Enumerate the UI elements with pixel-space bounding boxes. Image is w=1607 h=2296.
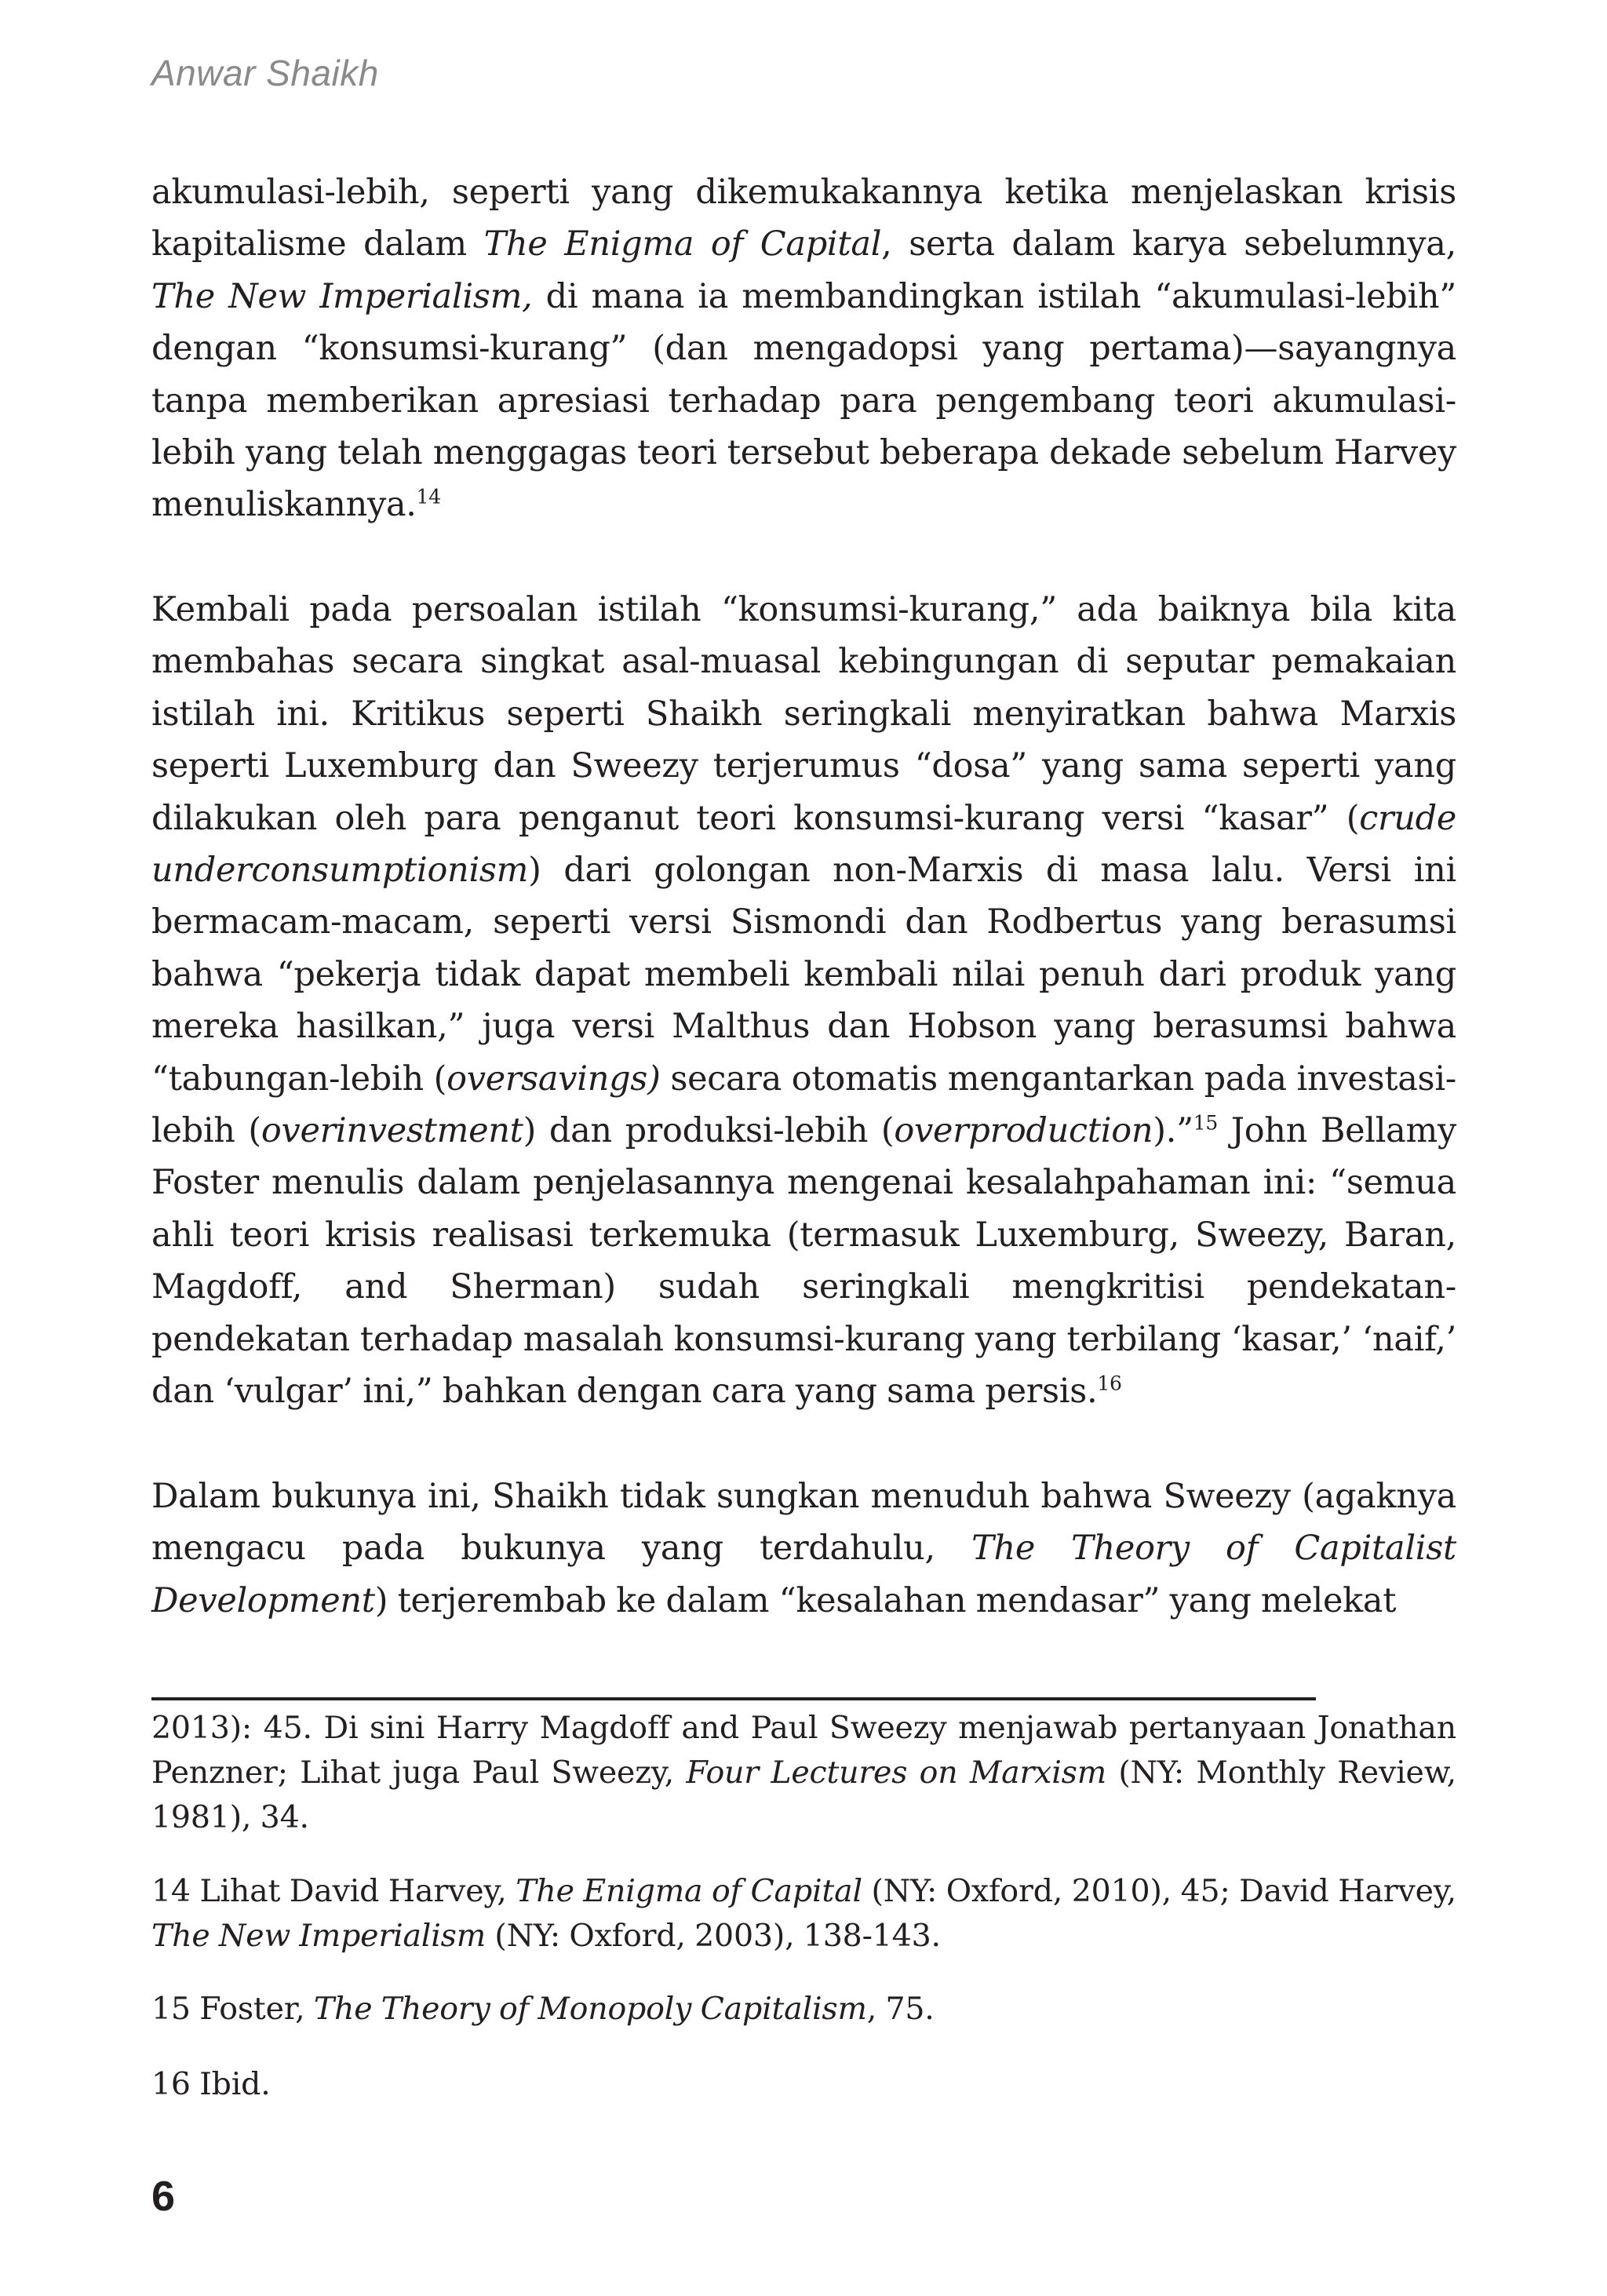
footnote-reference[interactable]: 16 <box>1097 1372 1122 1395</box>
text-run: akumulasi-lebih, seperti yang dikemukakannya ketika menjelaskan krisis kapitalisme dalam <box>151 173 1456 264</box>
book-title: The New Imperialism, <box>151 276 533 316</box>
running-header-author: Anwar Shaikh <box>151 53 379 93</box>
book-title: The Theory of Monopoly Capitalism <box>313 1991 867 2027</box>
body-paragraph <box>151 1471 1456 1627</box>
text-run: ) terjerembab ke dalam “kesalahan mendasar” yang melekat <box>374 1580 1397 1620</box>
body-paragraph <box>151 584 1456 1418</box>
text-run: (NY: Monthly Review, 1981), 34. <box>151 1755 1456 1835</box>
footnote-16 <box>151 2062 1456 2107</box>
text-run: ) dari golongan non-Marxis di masa lalu. Versi ini bermacam-macam, seperti versi Sismondi dan Rodbertus yang berasumsi bahwa “pekerja tidak dapat membeli kembali nilai penuh dari produk yang mereka hasilkan,” juga versi Malthus dan Hobson yang berasumsi bahwa “tabungan-lebih ( <box>151 851 1456 1099</box>
book-title: The Enigma of Capital <box>483 224 882 264</box>
footnote-14 <box>151 1869 1456 1959</box>
footnote-reference[interactable]: 15 <box>1193 1111 1218 1135</box>
text-run: ) dan produksi-lebih ( <box>523 1111 895 1151</box>
text-run: 2013): 45. Di sini Harry Magdoff and Paul Sweezy menjawab pertanyaan Jonathan Penzner; Lihat juga Paul Sweezy, <box>151 1710 1456 1791</box>
italic-term: oversavings) <box>446 1059 661 1099</box>
footnote-13-continued <box>151 1706 1456 1840</box>
text-run: , serta dalam karya sebelumnya, <box>881 224 1456 264</box>
text-run: 16 Ibid. <box>151 2066 271 2102</box>
book-title: Four Lectures on Marxism <box>686 1755 1106 1791</box>
footnote-reference[interactable]: 14 <box>416 486 441 509</box>
text-run: (NY: Oxford, 2003), 138-143. <box>486 1918 941 1954</box>
text-run: Kembali pada persoalan istilah “konsumsi-kurang,” ada baiknya bila kita membahas secara singkat asal-muasal kebingungan di seputar pemakaian istilah ini. Kritikus seperti Shaikh seringkali menyiratkan bahwa Marxis seperti Luxemburg dan Sweezy terjerumus “dosa” yang sama seperti yang dilakukan oleh para penganut teori konsumsi-kurang versi “kasar” ( <box>151 590 1456 838</box>
book-title: The New Imperialism <box>151 1918 486 1954</box>
book-title: The Enigma of Capital <box>516 1873 862 1909</box>
text-run: 15 Foster, <box>151 1991 314 2027</box>
footnote-15 <box>151 1987 1456 2032</box>
italic-term: overproduction <box>894 1111 1153 1151</box>
page-number: 6 <box>151 2173 176 2220</box>
body-paragraph <box>151 166 1456 531</box>
text-run: , 75. <box>866 1991 935 2027</box>
text-run: John Bellamy Foster menulis dalam penjelasannya mengenai kesalahpahaman ini: “semua ahli teori krisis realisasi terkemuka (termasuk Luxemburg, Sweezy, Baran, Magdoff, and Sherman) sudah seringkali mengkritisi pendekatan-pendekatan terhadap masalah konsumsi-kurang yang terbilang ‘kasar,’ ‘naif,’ dan ‘vulgar’ ini,” bahkan dengan cara yang sama persis. <box>151 1111 1456 1412</box>
text-run: ).” <box>1153 1111 1193 1151</box>
text-run: 14 Lihat David Harvey, <box>151 1873 516 1909</box>
italic-term: crude underconsumptionism <box>151 798 1456 891</box>
footnote-divider <box>151 1697 1316 1700</box>
text-run: di mana ia membandingkan istilah “akumulasi-lebih” dengan “konsumsi-kurang” (dan mengadopsi yang pertama)—sayangnya tanpa memberikan apresiasi terhadap para pengembang teori akumulasi-lebih yang telah menggagas teori tersebut beberapa dekade sebelum Harvey menuliskannya. <box>151 276 1456 525</box>
text-run: Dalam bukunya ini, Shaikh tidak sungkan menuduh bahwa Sweezy (agaknya mengacu pada bukunya yang terdahulu, <box>151 1477 1456 1569</box>
text-run: secara otomatis mengantarkan pada investasi-lebih ( <box>151 1059 1457 1151</box>
italic-term: overinvestment <box>261 1111 523 1151</box>
book-title: The Theory of Capitalist Development <box>151 1529 1457 1620</box>
text-run: (NY: Oxford, 2010), 45; David Harvey, <box>862 1873 1456 1909</box>
